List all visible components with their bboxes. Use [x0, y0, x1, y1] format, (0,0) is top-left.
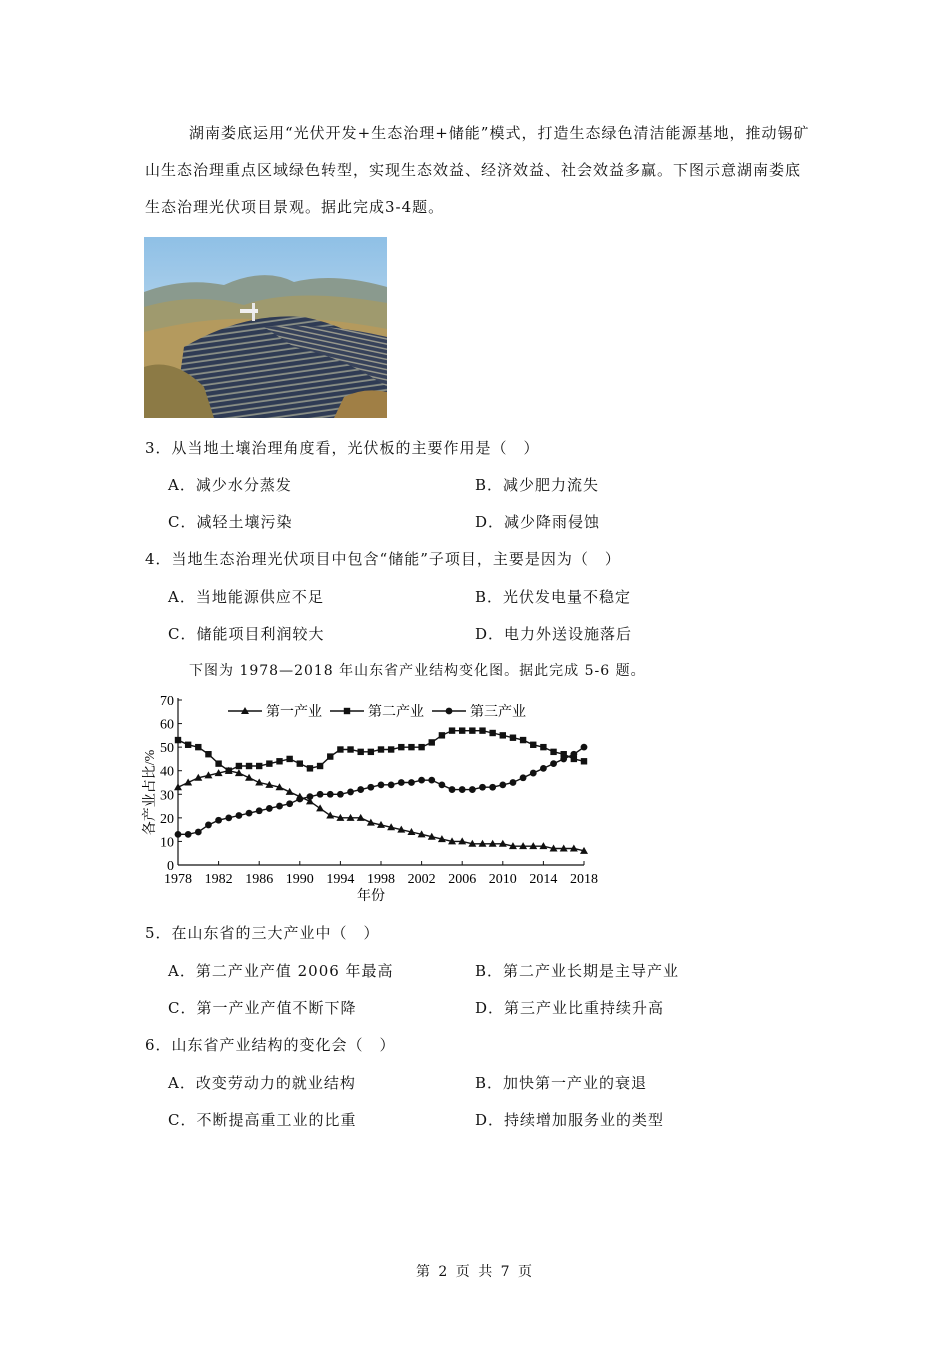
secondary-industry-point — [469, 727, 475, 733]
y-axis-label: 各产业占比/% — [143, 749, 158, 836]
tertiary-industry-point — [266, 805, 273, 812]
question-3-option-d: D．减少降雨侵蚀 — [475, 513, 601, 531]
question-4-option-b: B．光伏发电量不稳定 — [475, 588, 632, 606]
x-tick-label: 1978 — [164, 872, 192, 887]
question-4-stem: 4．当地生态治理光伏项目中包含“储能”子项目，主要是因为（ ） — [145, 550, 621, 568]
secondary-industry-point — [358, 749, 364, 755]
tertiary-industry-point — [418, 777, 425, 784]
secondary-industry-point — [286, 756, 292, 762]
x-tick-label: 1982 — [204, 872, 233, 887]
tertiary-industry-point — [408, 779, 415, 786]
secondary-industry-point — [205, 751, 211, 757]
x-tick-label: 1994 — [326, 872, 355, 887]
secondary-industry-point — [540, 744, 546, 750]
secondary-industry-point — [439, 732, 445, 738]
secondary-industry-point — [489, 730, 495, 736]
question-6-option-d: D．持续增加服务业的类型 — [475, 1111, 665, 1129]
tertiary-industry-point — [347, 789, 354, 796]
secondary-industry-point — [327, 753, 333, 759]
tertiary-industry-point — [520, 774, 527, 781]
secondary-industry-point — [581, 758, 587, 764]
question-5-option-d: D．第三产业比重持续升高 — [475, 999, 665, 1017]
x-tick-label: 2014 — [529, 872, 558, 887]
question-5-option-a: A．第二产业产值 2006 年最高 — [168, 962, 394, 980]
tertiary-industry-point — [540, 765, 547, 772]
question-6-option-b: B．加快第一产业的衰退 — [475, 1074, 648, 1092]
question-5-stem: 5．在山东省的三大产业中（ ） — [145, 924, 380, 942]
x-tick-label: 2018 — [570, 872, 598, 887]
tertiary-industry-point — [307, 793, 314, 800]
y-tick-label: 10 — [160, 835, 174, 851]
secondary-industry-point — [459, 727, 465, 733]
question-6-option-c: C．不断提高重工业的比重 — [168, 1111, 357, 1129]
question-5-option-c: C．第一产业产值不断下降 — [168, 999, 357, 1017]
tertiary-industry-point — [175, 831, 182, 838]
tertiary-industry-point — [378, 781, 385, 788]
tertiary-industry-point — [357, 786, 364, 793]
tertiary-industry-point — [296, 796, 303, 803]
tertiary-industry-point — [449, 786, 456, 793]
tertiary-industry-point — [459, 786, 466, 793]
intro-paragraph-2: 下图为 1978—2018 年山东省产业结构变化图。据此完成 5-6 题。 — [189, 663, 646, 679]
primary-industry-point — [286, 788, 294, 795]
question-3-option-c: C．减轻土壤污染 — [168, 513, 293, 531]
secondary-industry-point — [256, 763, 262, 769]
primary-industry-point — [174, 783, 182, 790]
secondary-industry-point — [276, 758, 282, 764]
secondary-industry-point — [307, 765, 313, 771]
x-tick-label: 2006 — [448, 872, 477, 887]
secondary-industry-point — [500, 732, 506, 738]
tertiary-industry-point — [205, 822, 212, 829]
secondary-industry-point — [449, 727, 455, 733]
tertiary-industry-point — [581, 744, 588, 751]
secondary-industry-point — [347, 746, 353, 752]
secondary-industry-point — [398, 744, 404, 750]
secondary-industry-point — [388, 746, 394, 752]
question-3-stem: 3．从当地土壤治理角度看，光伏板的主要作用是（ ） — [145, 439, 540, 457]
tertiary-industry-point — [530, 770, 537, 777]
question-4-option-d: D．电力外送设施落后 — [475, 625, 633, 643]
question-4-option-c: C．储能项目利润较大 — [168, 625, 325, 643]
legend-label: 第三产业 — [470, 705, 526, 720]
tertiary-industry-point — [388, 781, 395, 788]
secondary-industry-point — [408, 744, 414, 750]
tertiary-industry-point — [367, 784, 374, 791]
y-tick-label: 40 — [160, 764, 174, 780]
primary-industry-point — [367, 819, 375, 826]
tertiary-industry-point — [570, 751, 577, 758]
secondary-industry-point — [195, 744, 201, 750]
industry-structure-chart — [140, 688, 610, 908]
x-tick-label: 2002 — [407, 872, 436, 887]
x-tick-label: 1998 — [367, 872, 395, 887]
secondary-industry-point — [378, 746, 384, 752]
tertiary-industry-point — [428, 777, 435, 784]
question-3-option-a: A．减少水分蒸发 — [168, 476, 292, 494]
tertiary-industry-point — [246, 810, 253, 817]
question-6-option-a: A．改变劳动力的就业结构 — [168, 1074, 356, 1092]
primary-industry-point — [255, 779, 263, 786]
tertiary-industry-point — [499, 781, 506, 788]
tertiary-industry-point — [185, 831, 192, 838]
secondary-industry-point — [510, 735, 516, 741]
secondary-industry-point — [175, 737, 181, 743]
secondary-industry-point — [246, 763, 252, 769]
tertiary-industry-point — [327, 791, 334, 798]
secondary-industry-point — [337, 746, 343, 752]
legend-label: 第二产业 — [368, 705, 424, 720]
page-footer: 第 2 页 共 7 页 — [415, 1264, 535, 1280]
secondary-industry-point — [520, 737, 526, 743]
primary-industry-point — [245, 774, 253, 781]
x-axis-label: 年份 — [357, 889, 385, 904]
question-4-option-a: A．当地能源供应不足 — [168, 588, 324, 606]
secondary-industry-point — [530, 742, 536, 748]
tertiary-industry-point — [236, 812, 243, 819]
y-tick-label: 50 — [160, 741, 174, 757]
tertiary-industry-point — [225, 814, 232, 821]
secondary-industry-point — [550, 749, 556, 755]
tertiary-industry-point — [256, 807, 263, 814]
secondary-industry-point — [418, 744, 424, 750]
tertiary-industry-point — [286, 800, 293, 807]
secondary-industry-point — [297, 760, 303, 766]
question-3-option-b: B．减少肥力流失 — [475, 476, 600, 494]
y-tick-label: 20 — [160, 811, 174, 827]
y-tick-label: 70 — [160, 694, 174, 709]
legend-marker — [446, 708, 453, 715]
solar-farm-photo — [144, 237, 387, 418]
x-tick-label: 2010 — [488, 872, 517, 887]
tertiary-industry-point — [550, 760, 557, 767]
y-tick-label: 30 — [160, 788, 174, 804]
x-tick-label: 1990 — [285, 872, 314, 887]
intro-paragraph-1: 湖南娄底运用“光伏开发+生态治理+储能”模式，打造生态绿色清洁能源基地，推动锡矿山生态治理重点区域绿色转型，实现生态效益、经济效益、社会效益多赢。下图示意湖南娄底生态治理光伏项目景观。据此完成3-4题。 — [145, 124, 810, 216]
secondary-industry-point — [479, 727, 485, 733]
tertiary-industry-point — [469, 786, 476, 793]
tertiary-industry-point — [489, 784, 496, 791]
tertiary-industry-point — [337, 791, 344, 798]
secondary-industry-point — [368, 749, 374, 755]
tertiary-industry-point — [560, 756, 567, 763]
legend-label: 第一产业 — [266, 705, 322, 720]
question-6-stem: 6．山东省产业结构的变化会（ ） — [145, 1036, 396, 1054]
tertiary-industry-point — [276, 803, 283, 810]
secondary-industry-point — [429, 739, 435, 745]
tertiary-industry-point — [215, 817, 222, 824]
primary-industry-point — [326, 812, 334, 819]
secondary-industry-point — [185, 742, 191, 748]
secondary-industry-point — [317, 763, 323, 769]
secondary-industry-point — [266, 760, 272, 766]
question-5-option-b: B．第二产业长期是主导产业 — [475, 962, 680, 980]
primary-industry-point — [184, 779, 192, 786]
x-tick-label: 1986 — [245, 872, 274, 887]
secondary-industry-point — [215, 760, 221, 766]
tertiary-industry-point — [479, 784, 486, 791]
y-tick-label: 60 — [160, 717, 174, 733]
tertiary-industry-point — [439, 781, 446, 788]
tertiary-industry-point — [195, 829, 202, 836]
secondary-industry-point — [226, 768, 232, 774]
secondary-industry-point — [236, 763, 242, 769]
primary-industry-point — [316, 804, 324, 811]
tertiary-industry-point — [317, 791, 324, 798]
legend-marker — [344, 708, 350, 714]
y-tick-label: 0 — [167, 859, 174, 874]
tertiary-industry-point — [510, 779, 517, 786]
tertiary-industry-point — [398, 779, 405, 786]
